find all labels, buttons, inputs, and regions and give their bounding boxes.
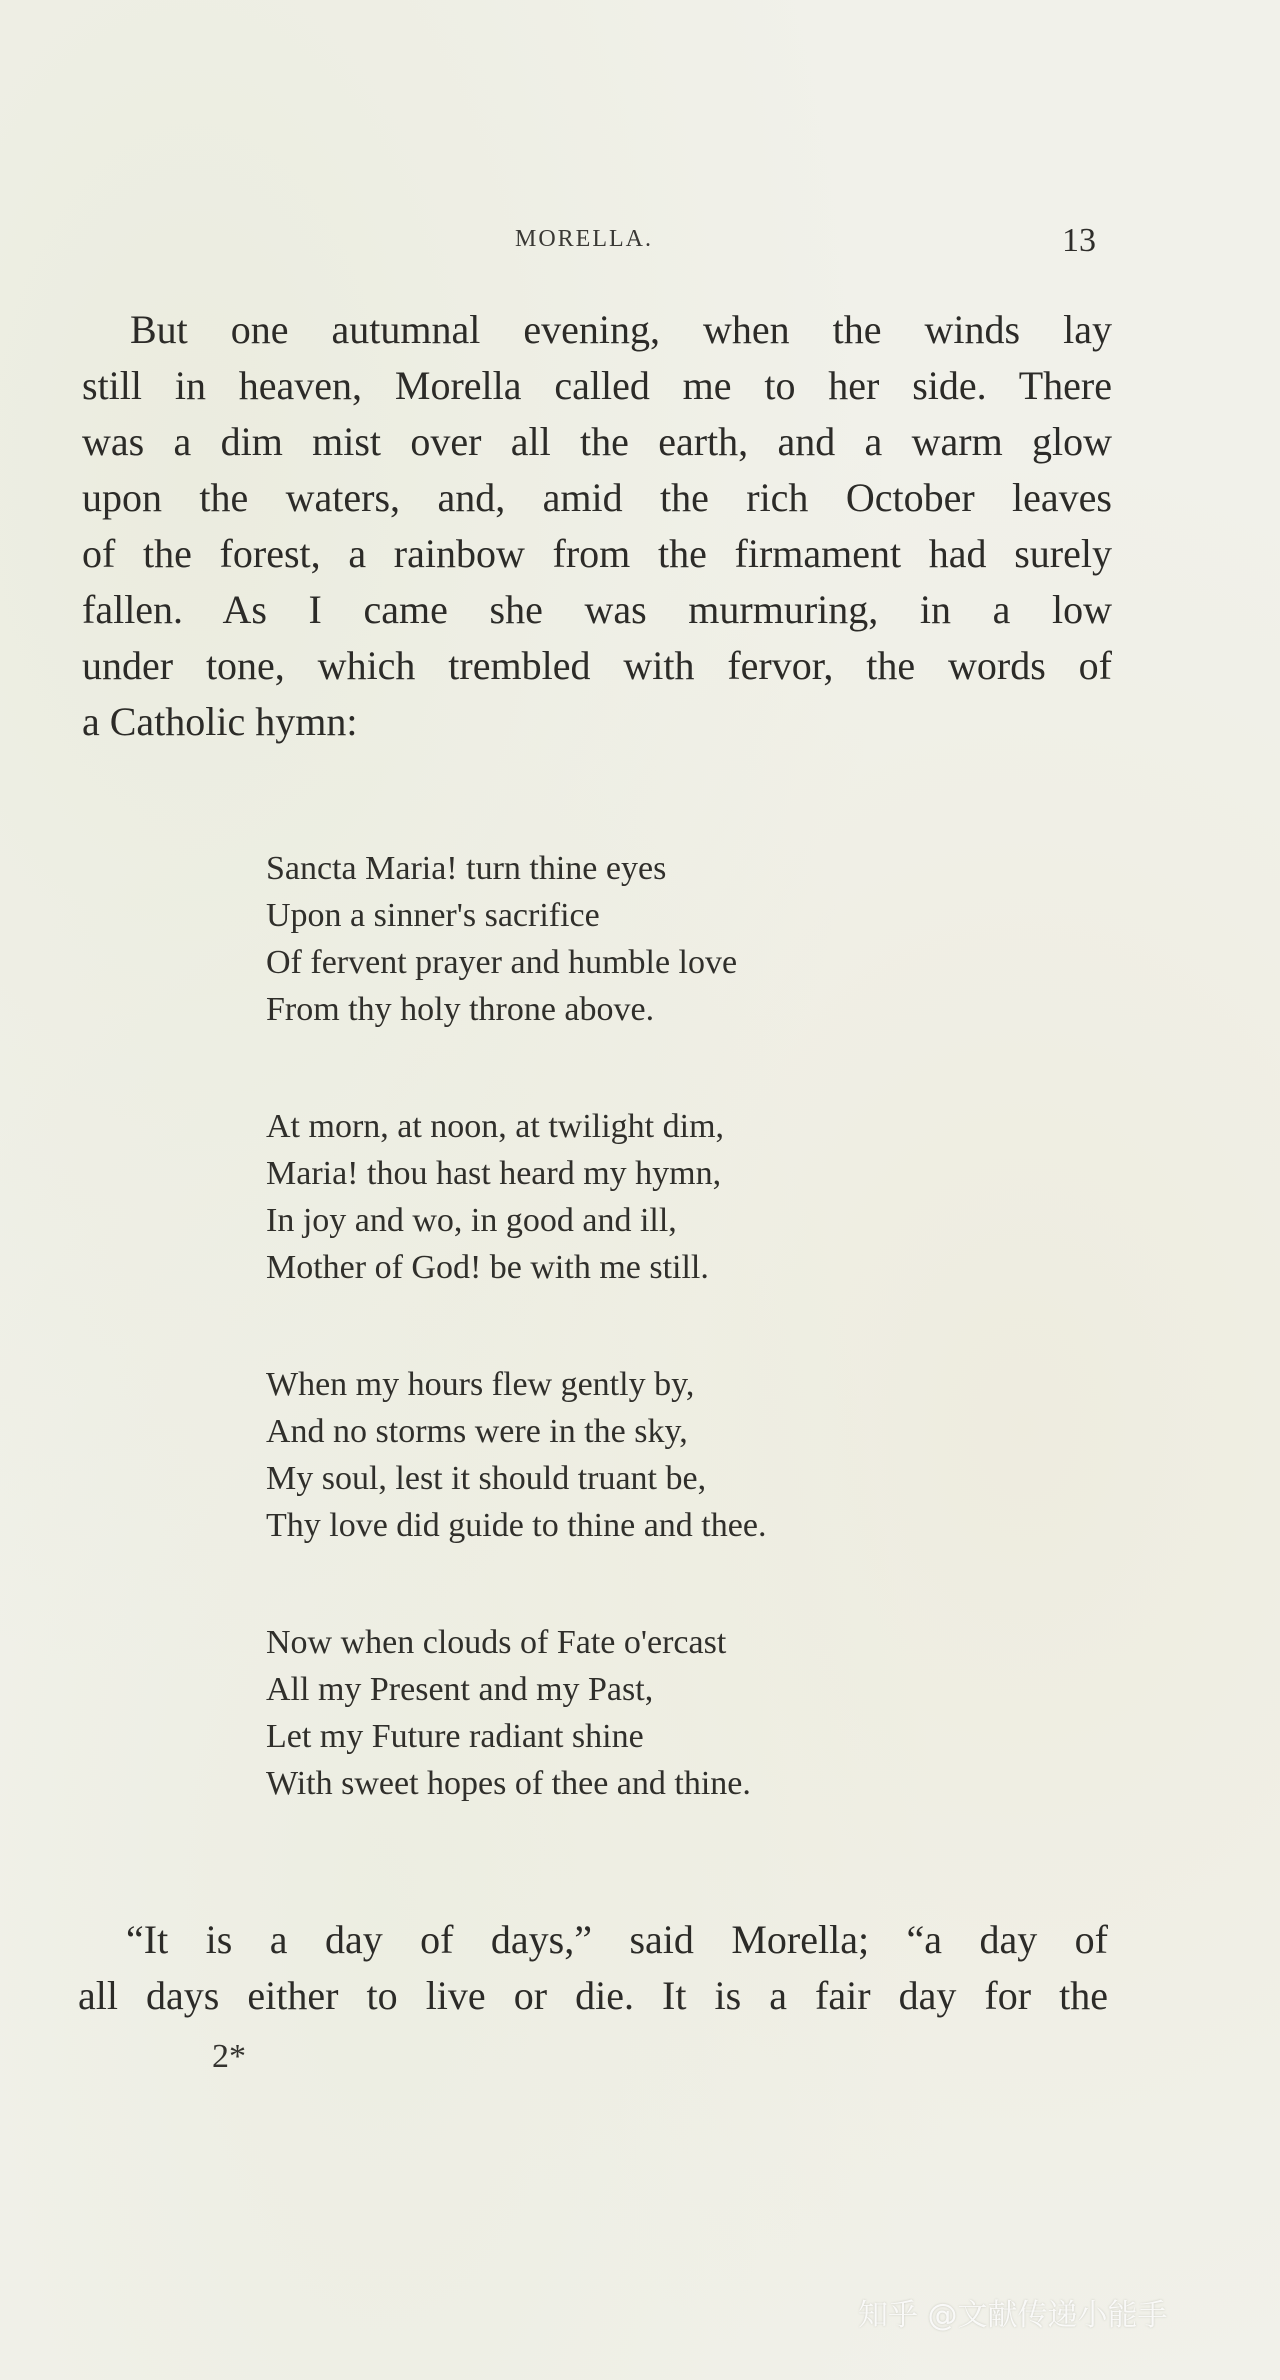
hymn-stanza xyxy=(266,845,966,1033)
text-line: upon the waters, and, amid the rich October leaves xyxy=(82,475,1112,520)
text-line: all days either to live or die. It is a fair day for the xyxy=(78,1973,1108,2018)
paragraph-morella-called xyxy=(82,302,1112,750)
watermark: 知乎 @文献传递小能手 xyxy=(858,2298,1168,2333)
text-line: But one autumnal evening, when the winds lay xyxy=(130,307,1112,352)
verse-line: Let my Future radiant shine xyxy=(266,1718,644,1755)
text-line: still in heaven, Morella called me to her side. There xyxy=(82,363,1112,408)
verse-line: My soul, lest it should truant be, xyxy=(266,1460,707,1497)
verse-line: And no storms were in the sky, xyxy=(266,1413,688,1450)
catholic-hymn xyxy=(266,845,966,1877)
page-number: 13 xyxy=(1062,222,1096,259)
verse-line: Now when clouds of Fate o'ercast xyxy=(266,1624,727,1661)
verse-line: When my hours flew gently by, xyxy=(266,1366,695,1403)
running-title: MORELLA. xyxy=(515,226,653,252)
hymn-stanza xyxy=(266,1103,966,1291)
verse-line: Sancta Maria! turn thine eyes xyxy=(266,850,667,887)
verse-line: Of fervent prayer and humble love xyxy=(266,944,738,981)
hymn-stanza xyxy=(266,1619,966,1807)
verse-line: Mother of God! be with me still. xyxy=(266,1249,709,1286)
verse-line: In joy and wo, in good and ill, xyxy=(266,1202,677,1239)
verse-line: At morn, at noon, at twilight dim, xyxy=(266,1108,725,1145)
text-line: was a dim mist over all the earth, and a warm glow xyxy=(82,419,1112,464)
text-line: of the forest, a rainbow from the firmament had surely xyxy=(82,531,1112,576)
running-head xyxy=(0,222,1280,262)
verse-line: With sweet hopes of thee and thine. xyxy=(266,1765,751,1802)
text-line: a Catholic hymn: xyxy=(82,699,358,744)
verse-line: Upon a sinner's sacrifice xyxy=(266,897,600,934)
verse-line: All my Present and my Past, xyxy=(266,1671,654,1708)
hymn-stanza xyxy=(266,1361,966,1549)
text-line: fallen. As I came she was murmuring, in a low xyxy=(82,587,1112,632)
verse-line: Thy love did guide to thine and thee. xyxy=(266,1507,767,1544)
paragraph-day-of-days xyxy=(78,1912,1108,2024)
text-line: under tone, which trembled with fervor, the words of xyxy=(82,643,1112,688)
text-line: “It is a day of days,” said Morella; “a day of xyxy=(126,1917,1108,1962)
signature-mark: 2* xyxy=(212,2038,246,2075)
verse-line: From thy holy throne above. xyxy=(266,991,655,1028)
verse-line: Maria! thou hast heard my hymn, xyxy=(266,1155,722,1192)
